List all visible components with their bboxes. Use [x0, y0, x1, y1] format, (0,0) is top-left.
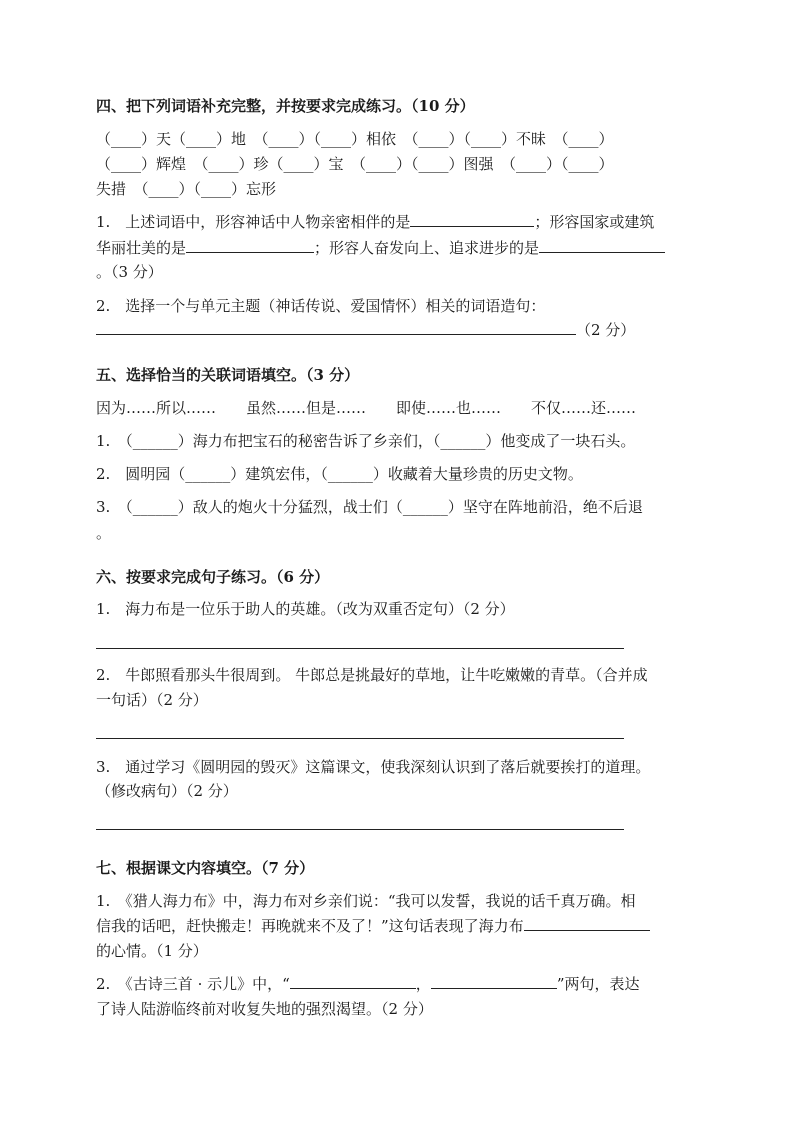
section-7-q2-text-a: 2. 《古诗三首 · 示儿》中，“: [96, 975, 290, 993]
section-6-q3-line-1: 3. 通过学习《圆明园的毁灭》这篇课文，使我深刻认识到了落后就要挨打的道理。: [96, 758, 651, 776]
answer-line[interactable]: [96, 319, 576, 335]
section-4-q1-line-3: 。（3 分）: [96, 263, 163, 281]
section-4-row-3: 失措 （____）（____）忘形: [96, 180, 277, 198]
section-4-title: 四、把下列词语补充完整，并按要求完成练习。（10 分）: [96, 97, 475, 115]
section-4-q1-line-1: [96, 211, 654, 233]
section-7-q2-comma: ，: [415, 975, 431, 993]
section-6-q2-line-1: 2. 牛郎照看那头牛很周到。 牛郎总是挑最好的草地，让牛吃嫩嫩的青草。（合并成: [96, 666, 648, 684]
section-4-q1-text-b: ；形容国家或建筑: [534, 213, 655, 231]
section-5-q2: 2. 圆明园（______）建筑宏伟，（______）收藏着大量珍贵的历史文物。: [96, 465, 583, 483]
section-6-title: 六、按要求完成句子练习。（6 分）: [96, 568, 330, 586]
answer-blank[interactable]: [410, 211, 534, 227]
section-7-title: 七、根据课文内容填空。（7 分）: [96, 859, 315, 877]
section-4-q2-answer-row: [96, 319, 635, 341]
section-7-q1-line-3: 的心情。（1 分）: [96, 942, 208, 960]
section-7-q2-line-1: [96, 973, 639, 995]
section-5-q3-end: 。: [96, 524, 112, 542]
section-4-q1-text-a: 1. 上述词语中，形容神话中人物亲密相伴的是: [96, 213, 411, 231]
section-4-row-1: （____）天（____）地 （____）（____）相依 （____）（____）不昧 （____）: [96, 130, 614, 148]
section-5-q1: 1. （______）海力布把宝石的秘密告诉了乡亲们，（______）他变成了一块石头。: [96, 432, 636, 450]
section-5-options: 因为……所以…… 虽然……但是…… 即使……也…… 不仅……还……: [96, 399, 637, 417]
section-4-q1-text-c: 华丽壮美的是: [96, 239, 187, 257]
section-5-title: 五、选择恰当的关联词语填空。（3 分）: [96, 366, 360, 384]
section-4-row-2: （____）辉煌 （____）珍（____）宝 （____）（____）图强 （____）（____）: [96, 155, 614, 173]
section-6-q2-line-2: 一句话）（2 分）: [96, 691, 208, 709]
section-4-q2: 2. 选择一个与单元主题（神话传说、爱国情怀）相关的词语造句：: [96, 297, 546, 315]
section-7-q2-text-b: ”两句，表达: [556, 975, 640, 993]
answer-line[interactable]: [96, 738, 624, 739]
section-4-q1-text-d: ；形容人奋发向上、追求进步的是: [314, 239, 540, 257]
section-5-q3: 3. （______）敌人的炮火十分猛烈，战士们（______）坚守在阵地前沿，绝不后退: [96, 498, 643, 516]
section-4-q2-score: （2 分）: [576, 321, 636, 339]
answer-blank[interactable]: [290, 973, 416, 989]
section-7-q1-line-2: [96, 915, 650, 937]
section-6-q1: 1. 海力布是一位乐于助人的英雄。（改为双重否定句）（2 分）: [96, 600, 515, 618]
section-6-q3-line-2: （修改病句）（2 分）: [96, 782, 238, 800]
answer-line[interactable]: [96, 648, 624, 649]
answer-blank[interactable]: [186, 237, 314, 253]
section-7-q1-line-1: 1. 《猎人海力布》中，海力布对乡亲们说：“我可以发誓，我说的话千真万确。相: [96, 892, 636, 910]
section-4-q1-line-2: [96, 237, 665, 259]
answer-blank[interactable]: [539, 237, 665, 253]
answer-blank[interactable]: [524, 915, 650, 931]
answer-line[interactable]: [96, 829, 624, 830]
section-7-q2-line-2: 了诗人陆游临终前对收复失地的强烈渴望。（2 分）: [96, 1000, 433, 1018]
section-7-q1-text-b: 信我的话吧，赶快搬走！再晚就来不及了！”这句话表现了海力布: [96, 917, 524, 935]
answer-blank[interactable]: [431, 973, 557, 989]
